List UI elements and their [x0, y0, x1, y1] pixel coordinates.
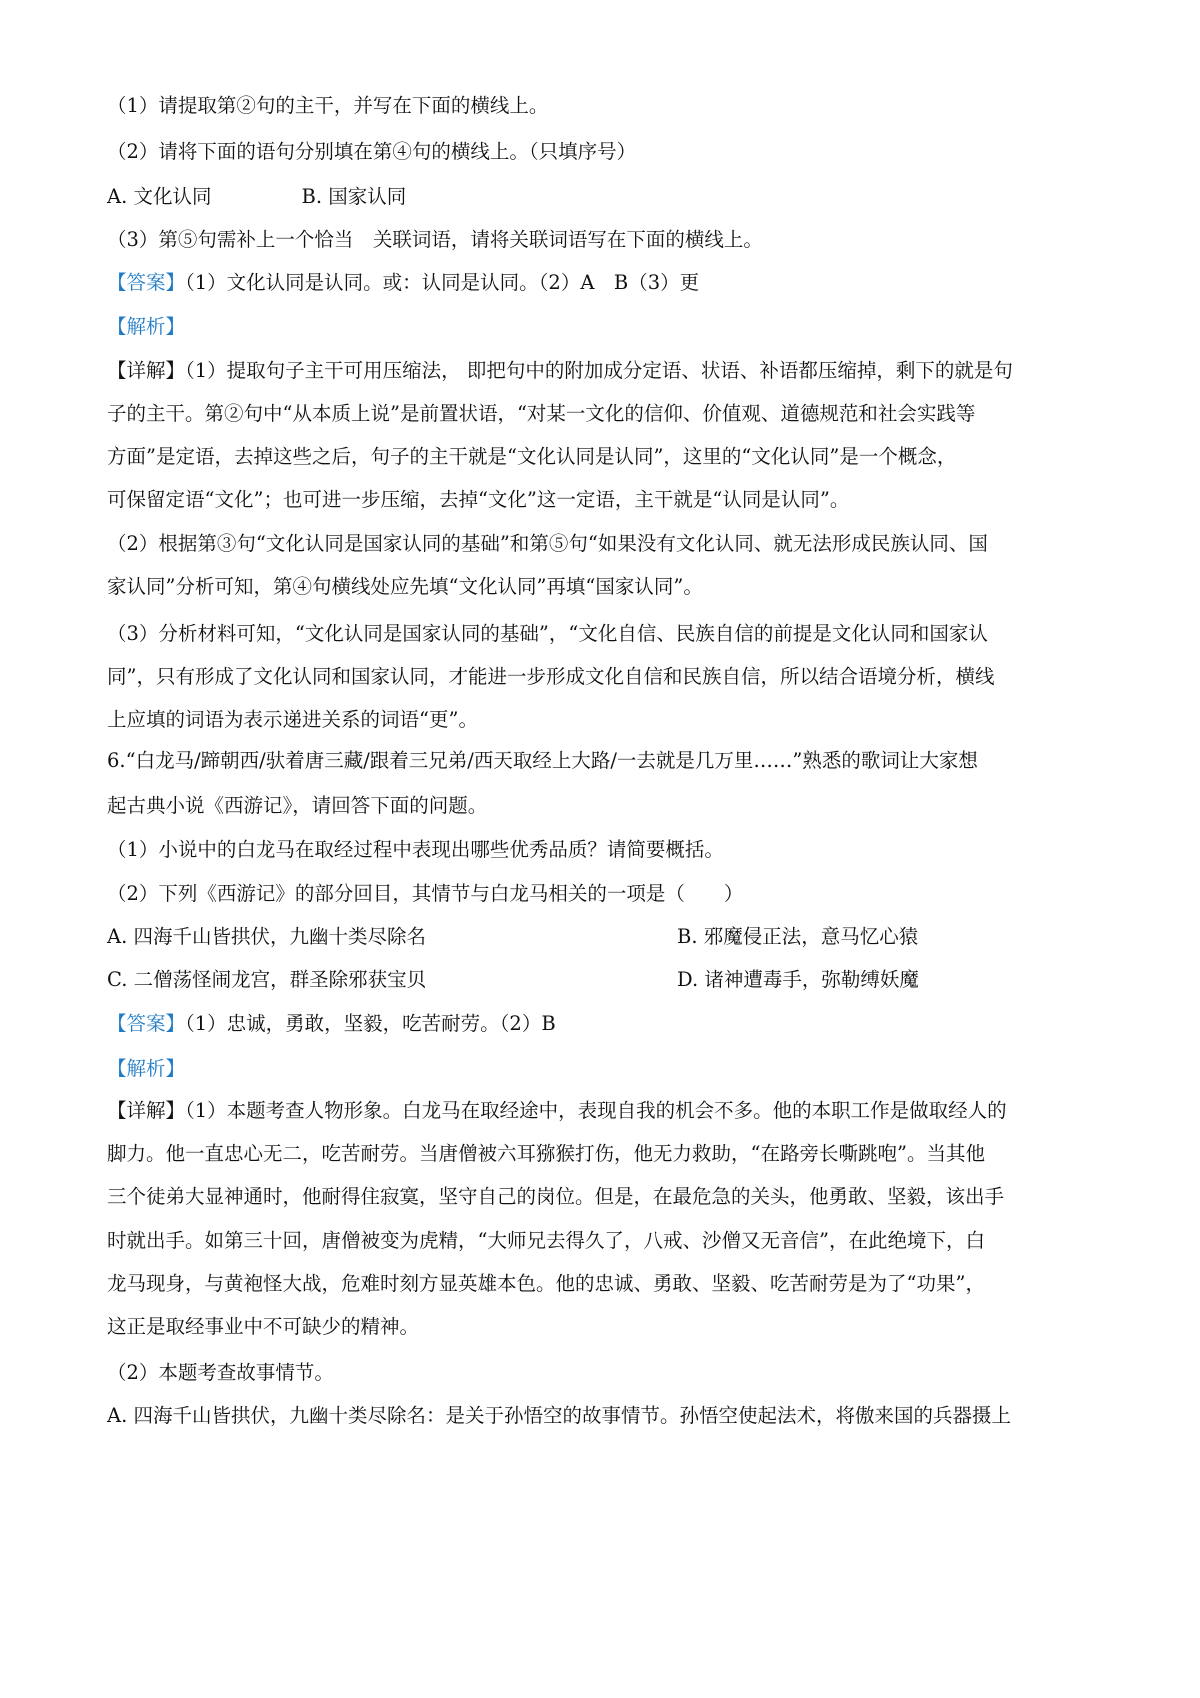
q5-option-b: B. 国家认同	[301, 185, 407, 208]
q5-detail-line	[107, 357, 1107, 385]
q6-options-row-2	[107, 966, 1107, 994]
q5-detail-line: （2）根据第③句“文化认同是国家认同的基础”和第⑤句“如果没有文化认同、就无法形成民族认同、国	[107, 532, 988, 555]
detail-text: （1）提取句子主干可用压缩法， 即把句中的附加成分定语、状语、补语都压缩掉，剩下的就是句	[185, 359, 1013, 382]
q6-option-b: B. 邪魔侵正法，意马忆心猿	[677, 925, 919, 948]
q6-stem-line: 6.“白龙马/蹄朝西/驮着唐三藏/跟着三兄弟/西天取经上大路/一去就是几万里……”熟悉的歌词让大家想	[107, 749, 978, 772]
detail-tag: 【详解】	[107, 1099, 186, 1122]
q5-answer	[107, 269, 1107, 297]
q6-subquestion-2: （2）下列《西游记》的部分回目，其情节与白龙马相关的一项是（ ）	[107, 882, 744, 905]
q6-subquestion-1: （1）小说中的白龙马在取经过程中表现出哪些优秀品质？请简要概括。	[107, 838, 724, 861]
q5-subquestion-3: （3）第⑤句需补上一个恰当 关联词语，请将关联词语写在下面的横线上。	[107, 228, 763, 251]
q5-detail-line: 上应填的词语为表示递进关系的词语“更”。	[107, 708, 478, 731]
q5-subquestion-1: （1）请提取第②句的主干，并写在下面的横线上。	[107, 94, 549, 117]
answer-tag: 【答案】	[107, 1012, 186, 1035]
q5-options	[107, 183, 1107, 211]
q6-detail-line: 脚力。他一直忠心无二，吃苦耐劳。当唐僧被六耳猕猴打伤，他无力救助，“在路旁长嘶跳咆”。当其他	[107, 1142, 985, 1165]
detail-text: （1）本题考查人物形象。白龙马在取经途中，表现自我的机会不多。他的本职工作是做取经人的	[185, 1099, 1007, 1122]
q6-detail-line: 时就出手。如第三十回，唐僧被变为虎精，“大师兄去得久了，八戒、沙僧又无音信”，在此绝境下，白	[107, 1229, 985, 1252]
detail-tag: 【详解】	[107, 359, 186, 382]
q6-detail-line: A. 四海千山皆拱伏，九幽十类尽除名：是关于孙悟空的故事情节。孙悟空使起法术，将傲来国的兵器摄上	[107, 1404, 1011, 1427]
q6-answer	[107, 1010, 1107, 1038]
q6-stem-line: 起古典小说《西游记》，请回答下面的问题。	[107, 794, 488, 817]
q6-option-c: C. 二僧荡怪闹龙宫，群圣除邪获宝贝	[107, 968, 427, 991]
answer-tag: 【答案】	[107, 271, 186, 294]
q5-subquestion-2: （2）请将下面的语句分别填在第④句的横线上。（只填序号）	[107, 140, 637, 163]
q5-detail-line: （3）分析材料可知，“文化认同是国家认同的基础”，“文化自信、民族自信的前提是文化认同和国家认	[107, 622, 988, 645]
q6-detail-line	[107, 1097, 1107, 1125]
q5-option-a: A. 文化认同	[107, 185, 212, 208]
q5-detail-line: 同”，只有形成了文化认同和国家认同，才能进一步形成文化自信和民族自信，所以结合语境分析，横线	[107, 665, 995, 688]
q5-detail-line: 方面”是定语，去掉这些之后，句子的主干就是“文化认同是认同”，这里的“文化认同”是一个概念，	[107, 445, 957, 468]
q6-option-a: A. 四海千山皆拱伏，九幽十类尽除名	[107, 925, 426, 948]
q6-detail-line: 这正是取经事业中不可缺少的精神。	[107, 1315, 420, 1338]
q5-detail-line: 可保留定语“文化”；也可进一步压缩，去掉“文化”这一定语，主干就是“认同是认同”。	[107, 488, 850, 511]
answer-text: （1）忠诚，勇敢，坚毅，吃苦耐劳。（2）B	[185, 1012, 556, 1035]
q5-detail-line: 家认同”分析可知，第④句横线处应先填“文化认同”再填“国家认同”。	[107, 575, 703, 598]
analysis-tag: 【解析】	[107, 1057, 186, 1080]
q6-detail-line: 三个徒弟大显神通时，他耐得住寂寞，坚守自己的岗位。但是，在最危急的关头，他勇敢、坚毅，该出手	[107, 1185, 1005, 1208]
analysis-tag: 【解析】	[107, 315, 186, 338]
q6-options-row-1	[107, 923, 1107, 951]
q6-option-d: D. 诸神遭毒手，弥勒缚妖魔	[677, 968, 919, 991]
q5-detail-line: 子的主干。第②句中“从本质上说”是前置状语，“对某一文化的信仰、价值观、道德规范和社会实践等	[107, 402, 976, 425]
answer-text: （1）文化认同是认同。或：认同是认同。（2）A B（3）更	[185, 271, 700, 294]
q6-detail-line: 龙马现身，与黄袍怪大战，危难时刻方显英雄本色。他的忠诚、勇敢、坚毅、吃苦耐劳是为了“功果”，	[107, 1272, 985, 1295]
q6-detail-line: （2）本题考查故事情节。	[107, 1361, 334, 1384]
